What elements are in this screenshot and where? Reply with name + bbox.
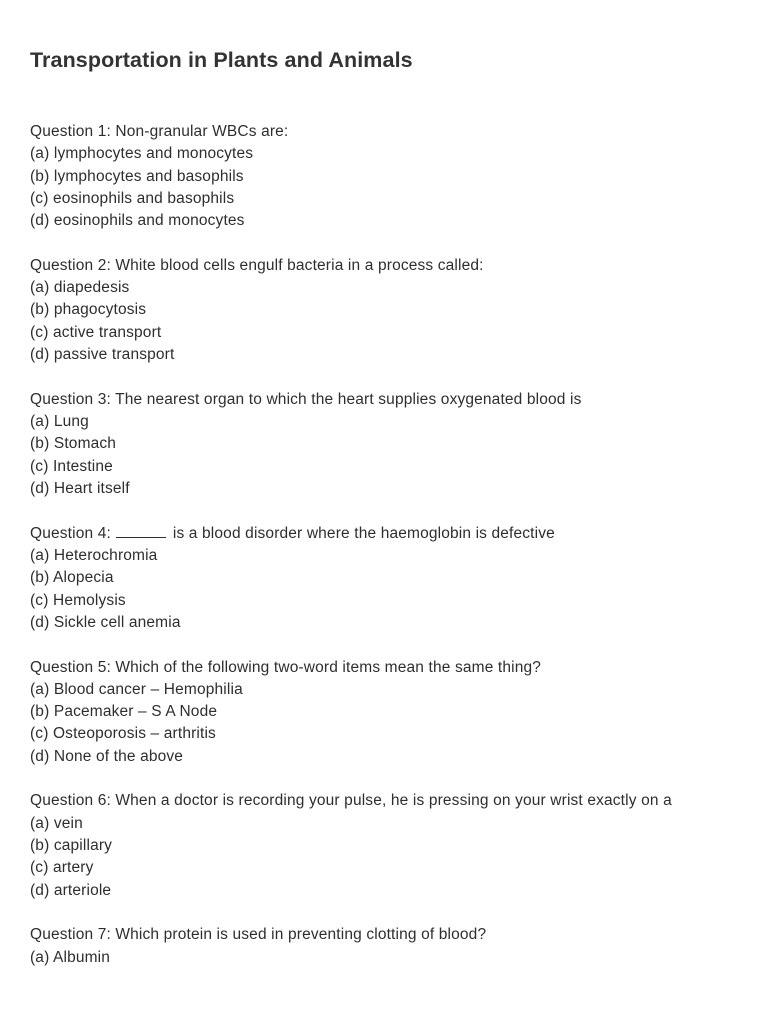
option-b: (b) phagocytosis [30,301,147,319]
question-7 [30,924,738,969]
option-d: (d) None of the above [30,747,184,765]
option-d: (d) Heart itself [30,479,130,497]
question-prompt: Question 6: When a doctor is recording your pulse, he is pressing on your wrist exactly on a [30,792,672,810]
question-5 [30,657,738,768]
question-prompt: Question 7: Which protein is used in preventing clotting of blood? [30,926,487,944]
option-a: (a) Blood cancer – Hemophilia [30,680,243,698]
fill-in-blank [116,523,166,538]
option-a: (a) diapedesis [30,279,130,297]
question-prompt: Question 1: Non-granular WBCs are: [30,123,289,140]
option-b: (b) lymphocytes and basophils [30,167,244,185]
question-6 [30,790,738,901]
option-c: (c) eosinophils and basophils [30,189,235,207]
question-prompt: Question 3: The nearest organ to which the heart supplies oxygenated blood is [30,390,582,408]
question-prompt-end: is a blood disorder where the haemoglobin is defective [172,524,555,542]
question-prompt: Question 5: Which of the following two-word items mean the same thing? [30,658,542,676]
option-d: (d) passive transport [30,346,175,364]
option-b: (b) Pacemaker – S A Node [30,703,218,721]
option-a: (a) Lung [30,413,89,431]
option-c: (c) Osteoporosis – arthritis [30,725,216,743]
option-d: (d) Sickle cell anemia [30,613,181,631]
question-prompt: Question 2: White blood cells engulf bacteria in a process called: [30,256,484,274]
option-b: (b) capillary [30,836,113,854]
option-a: (a) Heterochromia [30,546,158,564]
option-b: (b) Stomach [30,435,117,453]
question-4 [30,523,738,634]
question-prompt [30,523,738,545]
option-a: (a) Albumin [30,948,111,966]
question-prompt-start: Question 4: [30,524,111,542]
question-1 [30,121,738,232]
option-a: (a) lymphocytes and monocytes [30,145,254,163]
option-c: (c) Hemolysis [30,591,126,609]
question-3 [30,389,738,500]
question-list [30,121,738,969]
option-b: (b) Alopecia [30,569,114,587]
option-a: (a) vein [30,814,83,832]
question-2 [30,255,738,366]
option-d: (d) arteriole [30,881,112,899]
option-d: (d) eosinophils and monocytes [30,212,245,230]
page-title: Transportation in Plants and Animals [30,48,413,72]
option-c: (c) artery [30,859,94,877]
option-c: (c) active transport [30,323,162,341]
option-c: (c) Intestine [30,457,113,475]
